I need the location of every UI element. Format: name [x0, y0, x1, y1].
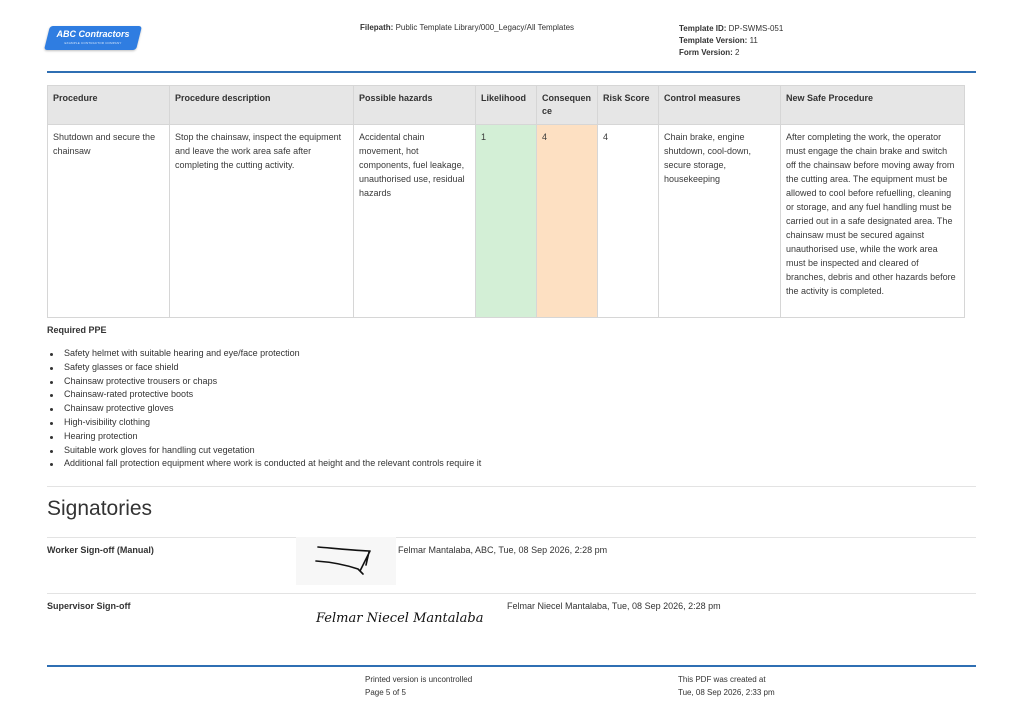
cell-likelihood: 1 [476, 125, 537, 318]
template-meta [679, 23, 783, 59]
risk-assessment-table [47, 85, 965, 318]
list-item: Chainsaw protective gloves [47, 402, 481, 416]
worker-signature-image [296, 537, 396, 585]
filepath-label: Filepath: [360, 23, 394, 32]
column-header-new-procedure: New Safe Procedure [781, 86, 965, 125]
template-version-label: Template Version: [679, 36, 748, 45]
form-version-value: 2 [735, 48, 740, 57]
cell-controls: Chain brake, engine shutdown, cool-down, secure storage, housekeeping [659, 125, 781, 318]
logo-tagline: EXAMPLE CONTRACTOR COMPANY [64, 41, 122, 45]
list-item: Hearing protection [47, 430, 481, 444]
cell-new-procedure: After completing the work, the operator must engage the chain brake and switch off the chainsaw before moving away from the cutting area. The equipment must be allowed to cool before refuelling, cleaning or storage, and any fuel handling must be carried out in a safe designated area. The chainsaw must be secured against unauthorised use, while the work area must be inspected and cleared of branches, debris and other hazards before the activity is completed. [781, 125, 965, 318]
column-header-consequence: Consequen ce [537, 86, 598, 125]
template-version-value: 11 [749, 36, 758, 45]
company-logo [47, 26, 139, 50]
created-timestamp: Tue, 08 Sep 2026, 2:33 pm [678, 688, 775, 697]
form-version-row [679, 47, 783, 59]
cell-procedure: Shutdown and secure the chainsaw [48, 125, 170, 318]
signatory-divider [47, 537, 976, 538]
filepath [360, 23, 574, 32]
cell-description: Stop the chainsaw, inspect the equipment and leave the work area safe after completing the cutting activity. [170, 125, 354, 318]
logo-name: ABC Contractors [56, 29, 130, 39]
signatory-divider [47, 593, 976, 594]
created-label: This PDF was created at [678, 675, 766, 684]
column-header-hazards: Possible hazards [354, 86, 476, 125]
header-divider [47, 71, 976, 73]
filepath-value: Public Template Library/000_Legacy/All Templates [395, 23, 575, 32]
worker-signoff-details: Felmar Mantalaba, ABC, Tue, 08 Sep 2026, 2:28 pm [398, 545, 608, 555]
column-header-procedure: Procedure [48, 86, 170, 125]
uncontrolled-notice: Printed version is uncontrolled [365, 675, 473, 684]
ppe-title: Required PPE [47, 325, 107, 335]
list-item: Safety glasses or face shield [47, 361, 481, 375]
template-version-row [679, 35, 783, 47]
footer-left [365, 673, 472, 699]
column-header-risk-score: Risk Score [598, 86, 659, 125]
column-header-likelihood: Likelihood [476, 86, 537, 125]
signatories-title: Signatories [47, 497, 153, 520]
signature-scribble-icon [296, 537, 396, 585]
cell-consequence: 4 [537, 125, 598, 318]
cell-hazards: Accidental chain movement, hot components, fuel leakage, unauthorised use, residual hazards [354, 125, 476, 318]
template-id-row [679, 23, 783, 35]
signature-handwriting-icon [312, 605, 488, 629]
cell-risk-score: 4 [598, 125, 659, 318]
template-id-label: Template ID: [679, 24, 727, 33]
list-item: Chainsaw protective trousers or chaps [47, 375, 481, 389]
page-number: Page 5 of 5 [365, 688, 406, 697]
table-row [48, 125, 965, 318]
list-item: Chainsaw-rated protective boots [47, 388, 481, 402]
list-item: Suitable work gloves for handling cut vegetation [47, 444, 481, 458]
template-id-value: DP-SWMS-051 [728, 24, 784, 33]
ppe-list [47, 347, 481, 471]
list-item: Safety helmet with suitable hearing and eye/face protection [47, 347, 481, 361]
footer-right [678, 673, 775, 699]
supervisor-signoff-label: Supervisor Sign-off [47, 601, 131, 611]
column-header-controls: Control measures [659, 86, 781, 125]
footer-divider [47, 665, 976, 667]
supervisor-signature-image [312, 605, 488, 629]
list-item: High-visibility clothing [47, 416, 481, 430]
worker-signoff-label: Worker Sign-off (Manual) [47, 545, 154, 555]
form-version-label: Form Version: [679, 48, 733, 57]
handwritten-signature: Felmar Niecel Mantalaba [316, 611, 484, 626]
column-header-description: Procedure description [170, 86, 354, 125]
section-divider [47, 486, 976, 487]
supervisor-signoff-details: Felmar Niecel Mantalaba, Tue, 08 Sep 2026, 2:28 pm [507, 601, 721, 611]
list-item: Additional fall protection equipment where work is conducted at height and the relevant controls require it [47, 457, 481, 471]
table-header-row [48, 86, 965, 125]
